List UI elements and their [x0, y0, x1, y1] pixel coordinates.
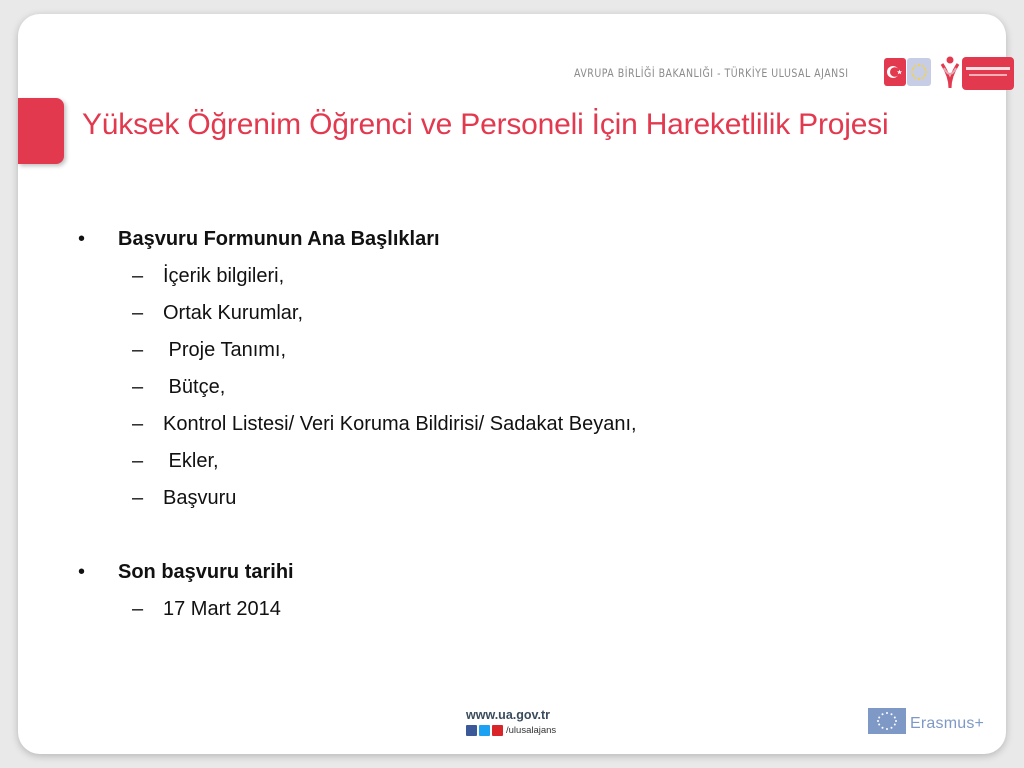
accent-tab: [18, 98, 64, 164]
dash-marker: –: [132, 413, 144, 435]
erasmus-eu-flag-icon: [868, 708, 906, 734]
bullet-marker: •: [78, 228, 86, 250]
eu-flag-icon: [907, 58, 931, 86]
agency-name-text: AVRUPA BİRLİĞİ BAKANLIĞI - TÜRKİYE ULUSAL AJANSI: [574, 66, 849, 80]
sub-item-text: İçerik bilgileri,: [163, 265, 285, 287]
sub-item-text: Bütçe,: [163, 376, 226, 398]
erasmus-plus-label: Erasmus+: [910, 715, 985, 732]
dash-marker: –: [132, 487, 144, 509]
sub-item-text: Başvuru: [163, 487, 237, 509]
dash-marker: –: [132, 598, 144, 620]
twitter-icon[interactable]: [479, 725, 490, 736]
sub-item-text: 17 Mart 2014: [163, 598, 281, 620]
national-agency-logo: [940, 54, 1014, 92]
sub-item-text: Ortak Kurumlar,: [163, 302, 304, 324]
social-handle: /ulusalajans: [506, 725, 557, 736]
sub-item-text: Kontrol Listesi/ Veri Koruma Bildirisi/ Sadakat Beyanı,: [163, 413, 637, 435]
sub-item-text: Proje Tanımı,: [163, 339, 287, 361]
youtube-icon[interactable]: [492, 725, 503, 736]
turkey-flag-icon: [884, 58, 906, 86]
dash-marker: –: [132, 302, 144, 324]
sub-item-text: Ekler,: [163, 450, 219, 472]
facebook-icon[interactable]: [466, 725, 477, 736]
website-link[interactable]: www.ua.gov.tr: [466, 708, 551, 722]
dash-marker: –: [132, 450, 144, 472]
bullet-text: Son başvuru tarihi: [118, 561, 294, 583]
slide: [18, 14, 1006, 754]
slide-title: Yüksek Öğrenim Öğrenci ve Personeli İçin Hareketlilik Projesi: [82, 108, 889, 141]
dash-marker: –: [132, 376, 144, 398]
bullet-marker: •: [78, 561, 86, 583]
dash-marker: –: [132, 339, 144, 361]
bullet-text: Başvuru Formunun Ana Başlıkları: [118, 228, 440, 250]
dash-marker: –: [132, 265, 144, 287]
